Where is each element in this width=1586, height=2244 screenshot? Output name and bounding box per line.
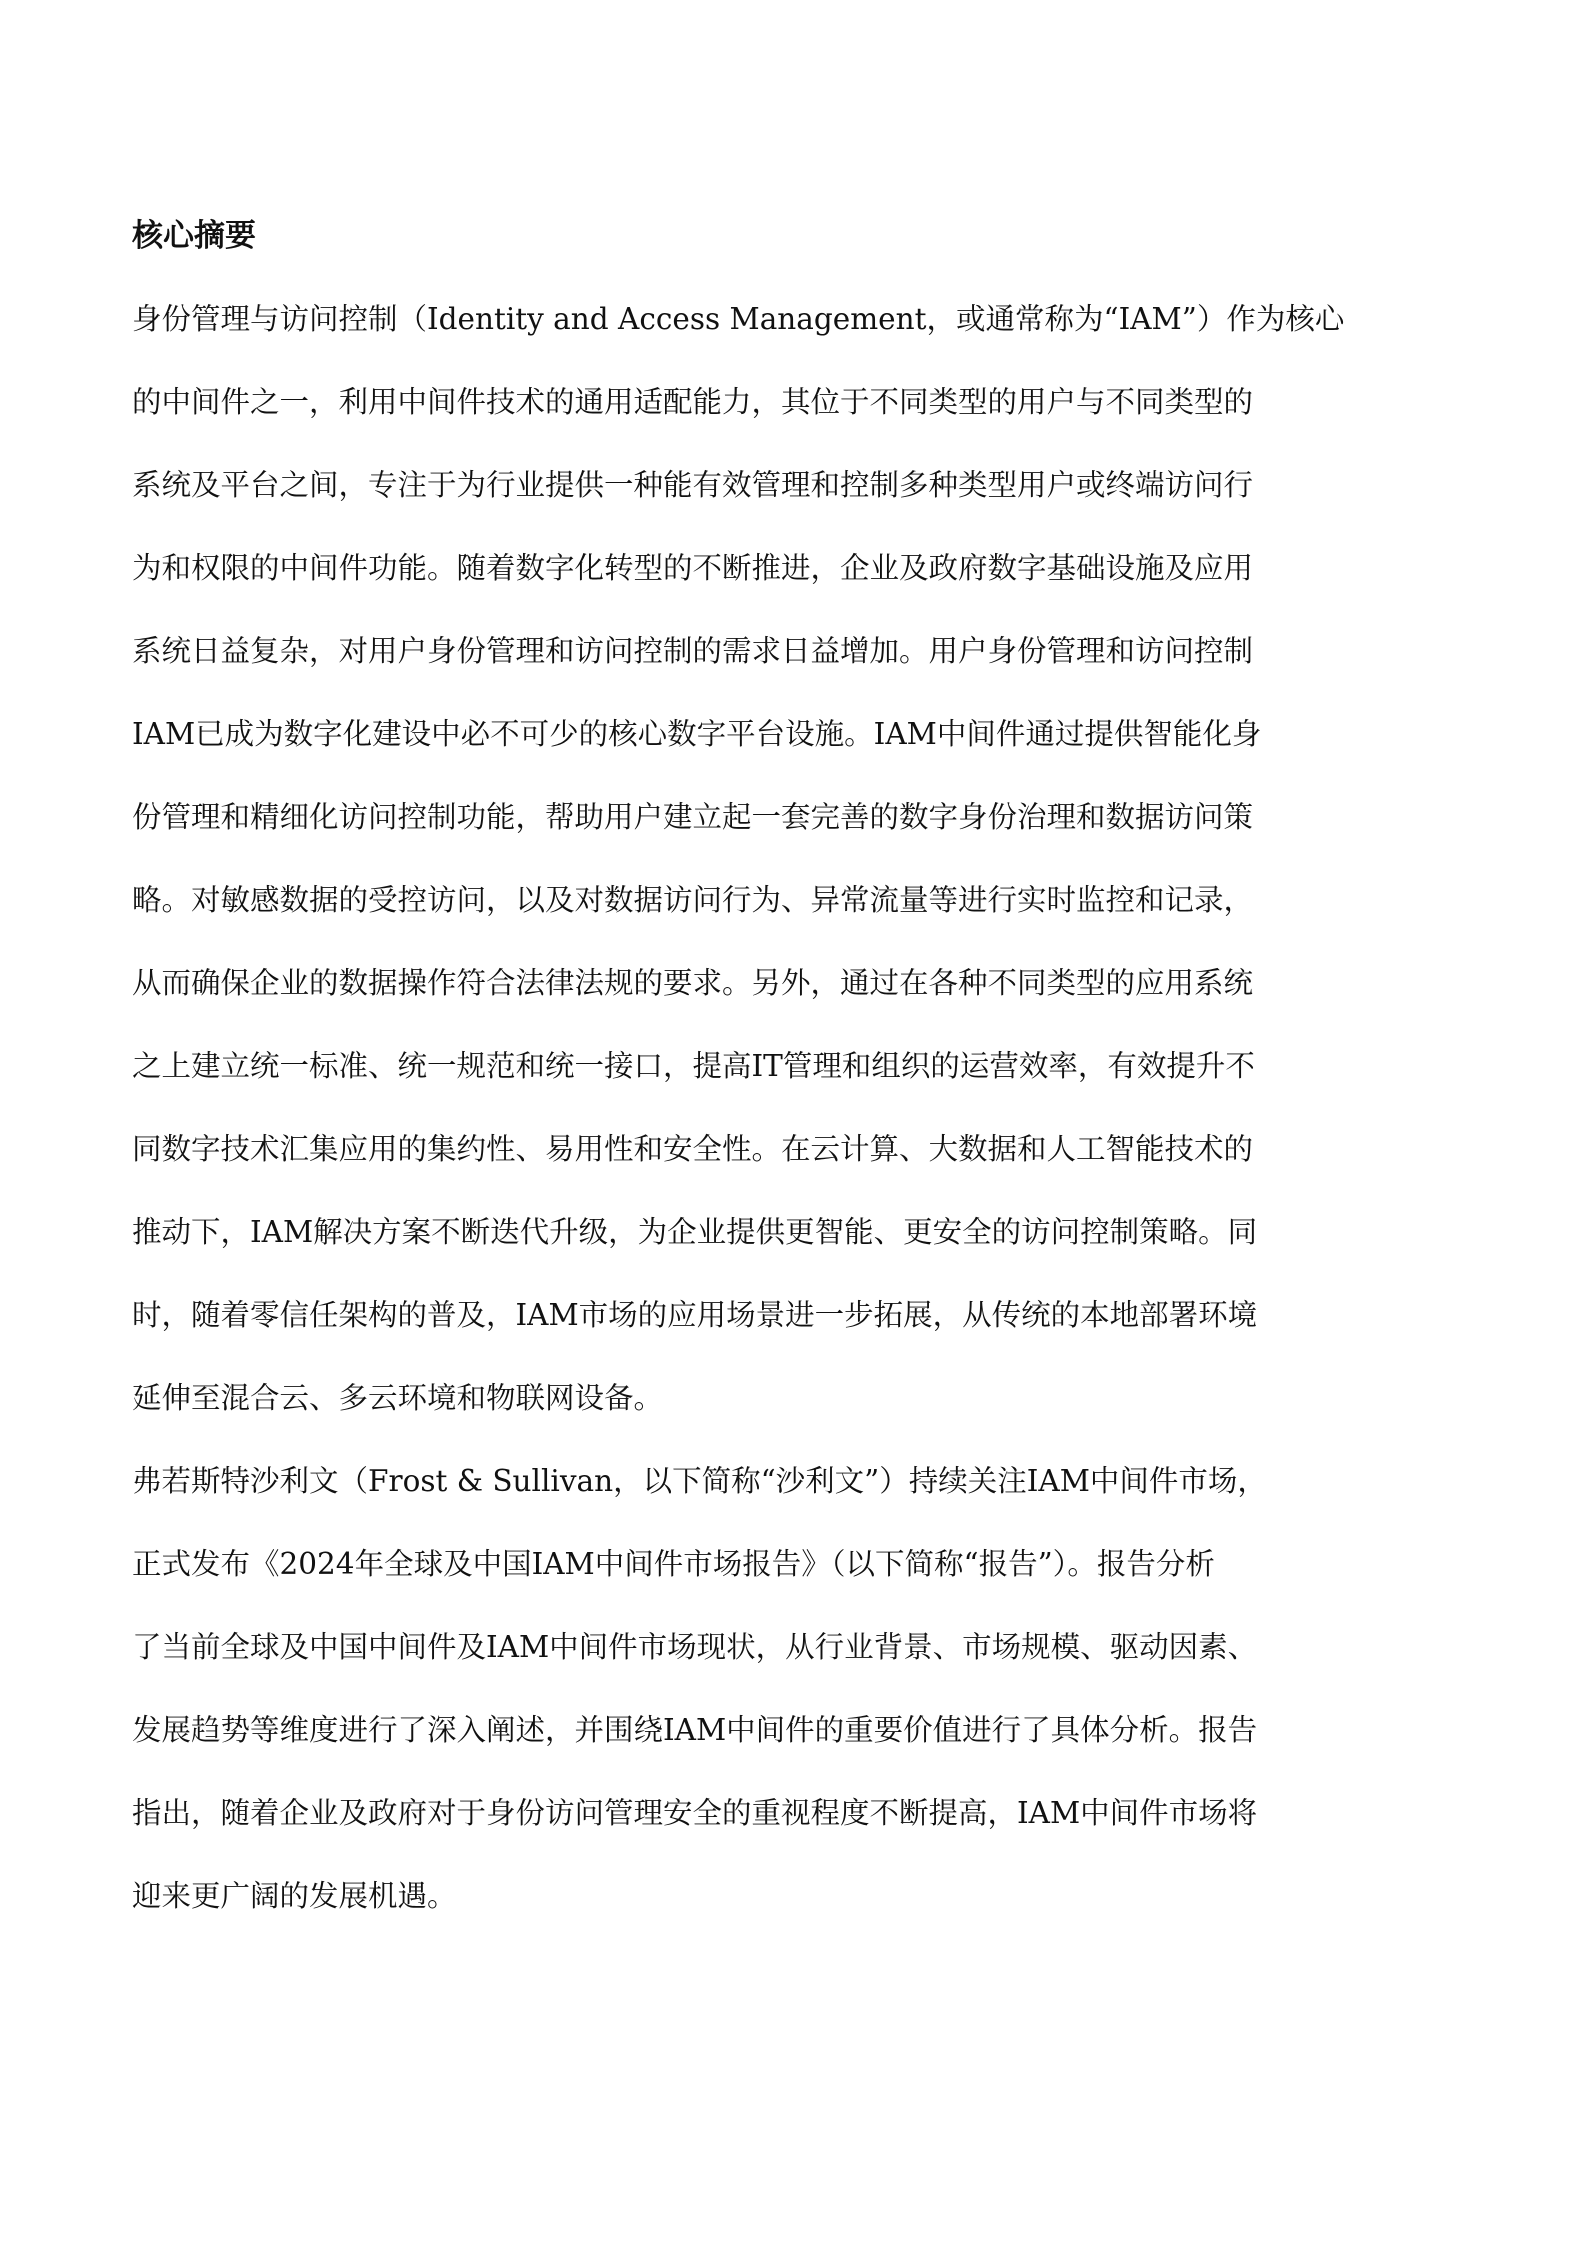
- paragraph-line: 发展趋势等维度进行了深入阐述，并围绕IAM中间件的重要价值进行了具体分析。报告: [132, 1713, 1258, 1747]
- paragraph-line: 弗若斯特沙利文（Frost & Sullivan，以下简称“沙利文”）持续关注IAM中间件市场，: [132, 1464, 1267, 1498]
- paragraph-line: 略。对敏感数据的受控访问，以及对数据访问行为、异常流量等进行实时监控和记录，: [132, 883, 1254, 917]
- paragraph-line: 为和权限的中间件功能。随着数字化转型的不断推进，企业及政府数字基础设施及应用: [132, 551, 1254, 585]
- paragraph-line: 迎来更广阔的发展机遇。: [132, 1879, 457, 1913]
- paragraph-line: 从而确保企业的数据操作符合法律法规的要求。另外，通过在各种不同类型的应用系统: [132, 966, 1254, 1000]
- paragraph-line: 的中间件之一，利用中间件技术的通用适配能力，其位于不同类型的用户与不同类型的: [132, 385, 1254, 419]
- paragraph-line: 了当前全球及中国中间件及IAM中间件市场现状，从行业背景、市场规模、驱动因素、: [132, 1630, 1258, 1664]
- section-heading: 核心摘要: [132, 218, 256, 254]
- paragraph-line: 时，随着零信任架构的普及，IAM市场的应用场景进一步拓展，从传统的本地部署环境: [132, 1298, 1258, 1332]
- paragraph-line: 推动下，IAM解决方案不断迭代升级，为企业提供更智能、更安全的访问控制策略。同: [132, 1215, 1258, 1249]
- paragraph-line: 身份管理与访问控制（Identity and Access Management，或通常称为“IAM”）作为核心: [132, 302, 1345, 336]
- paragraph-line: 指出，随着企业及政府对于身份访问管理安全的重视程度不断提高，IAM中间件市场将: [132, 1796, 1258, 1830]
- paragraph-line: 延伸至混合云、多云环境和物联网设备。: [132, 1381, 664, 1415]
- paragraph-line: 正式发布《2024年全球及中国IAM中间件市场报告》（以下简称“报告”）。报告分析: [132, 1547, 1215, 1581]
- paragraph-line: 系统及平台之间，专注于为行业提供一种能有效管理和控制多种类型用户或终端访问行: [132, 468, 1254, 502]
- paragraph-line: 同数字技术汇集应用的集约性、易用性和安全性。在云计算、大数据和人工智能技术的: [132, 1132, 1254, 1166]
- paragraph-line: 系统日益复杂，对用户身份管理和访问控制的需求日益增加。用户身份管理和访问控制: [132, 634, 1254, 668]
- paragraph-line: 份管理和精细化访问控制功能，帮助用户建立起一套完善的数字身份治理和数据访问策: [132, 800, 1254, 834]
- paragraph-line: IAM已成为数字化建设中必不可少的核心数字平台设施。IAM中间件通过提供智能化身: [132, 717, 1262, 751]
- paragraph-line: 之上建立统一标准、统一规范和统一接口，提高IT管理和组织的运营效率，有效提升不: [132, 1049, 1255, 1083]
